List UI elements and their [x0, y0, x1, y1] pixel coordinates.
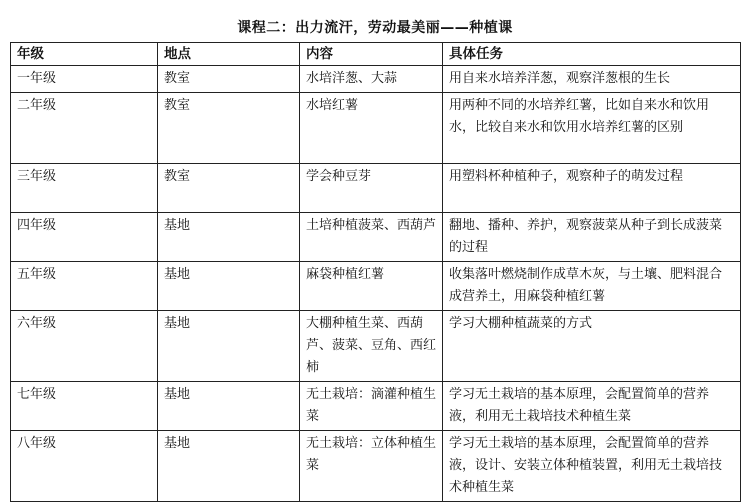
table-row [11, 382, 741, 431]
cell-content: 土培种植菠菜、西葫芦 [300, 213, 443, 262]
cell-grade: 八年级 [11, 431, 158, 502]
cell-task: 收集落叶燃烧制作成草木灰，与土壤、肥料混合成营养土，用麻袋种植红薯 [443, 262, 741, 311]
table-row [11, 66, 741, 93]
cell-task: 用塑料杯种植种子，观察种子的萌发过程 [443, 164, 741, 213]
cell-place: 教室 [158, 66, 300, 93]
cell-place: 基地 [158, 262, 300, 311]
header-place: 地点 [158, 43, 300, 66]
cell-content: 水培洋葱、大蒜 [300, 66, 443, 93]
cell-content: 无土栽培：立体种植生菜 [300, 431, 443, 502]
header-content: 内容 [300, 43, 443, 66]
cell-content: 麻袋种植红薯 [300, 262, 443, 311]
planting-course-table [10, 42, 741, 502]
cell-task: 学习无土栽培的基本原理，会配置简单的营养液，设计、安装立体种植装置，利用无土栽培技术种植生菜 [443, 431, 741, 502]
header-task: 具体任务 [443, 43, 741, 66]
cell-place: 教室 [158, 164, 300, 213]
header-grade: 年级 [11, 43, 158, 66]
table-row [11, 213, 741, 262]
cell-place: 教室 [158, 93, 300, 164]
cell-content: 大棚种植生菜、西葫芦、菠菜、豆角、西红柿 [300, 311, 443, 382]
cell-task: 学习无土栽培的基本原理，会配置简单的营养液，利用无土栽培技术种植生菜 [443, 382, 741, 431]
cell-grade: 四年级 [11, 213, 158, 262]
table-row [11, 431, 741, 502]
cell-task: 用自来水培养洋葱，观察洋葱根的生长 [443, 66, 741, 93]
cell-grade: 七年级 [11, 382, 158, 431]
cell-grade: 五年级 [11, 262, 158, 311]
cell-content: 水培红薯 [300, 93, 443, 164]
table-row [11, 311, 741, 382]
cell-place: 基地 [158, 213, 300, 262]
cell-place: 基地 [158, 431, 300, 502]
cell-content: 学会种豆芽 [300, 164, 443, 213]
cell-grade: 二年级 [11, 93, 158, 164]
table-header-row [11, 43, 741, 66]
cell-task: 用两种不同的水培养红薯，比如自来水和饮用水，比较自来水和饮用水培养红薯的区别 [443, 93, 741, 164]
cell-content: 无土栽培：滴灌种植生菜 [300, 382, 443, 431]
cell-task: 翻地、播种、养护，观察菠菜从种子到长成菠菜的过程 [443, 213, 741, 262]
cell-grade: 一年级 [11, 66, 158, 93]
table-row [11, 164, 741, 213]
cell-grade: 三年级 [11, 164, 158, 213]
document-title: 课程二：出力流汗，劳动最美丽——种植课 [237, 20, 513, 36]
cell-task: 学习大棚种植蔬菜的方式 [443, 311, 741, 382]
table-row [11, 262, 741, 311]
cell-grade: 六年级 [11, 311, 158, 382]
table-row [11, 93, 741, 164]
cell-place: 基地 [158, 382, 300, 431]
cell-place: 基地 [158, 311, 300, 382]
